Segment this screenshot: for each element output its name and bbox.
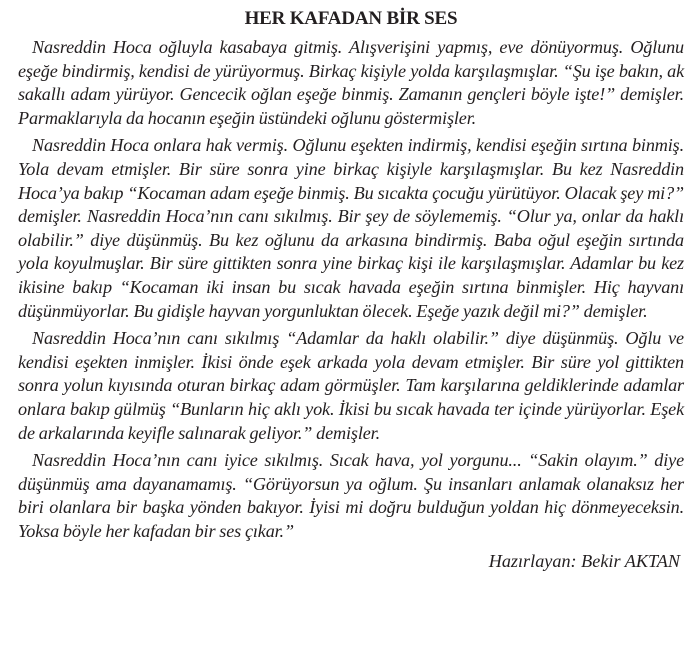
story-title: HER KAFADAN BİR SES bbox=[244, 8, 458, 29]
story-paragraph-1: Nasreddin Hoca oğluyla kasabaya gitmiş. Alışverişini yapmış, eve dönüyormuş. Oğlunu eşeğe bindirmiş, kendisi de yürüyormuş. Birkaç kişiyle yolda karşılaşmışlar. “Şu işe bakın, ak sakallı adam yürüyor. Gencecik oğlan eşeğe binmiş. Zamanın gençleri böyle işte!” demişler. Parmaklarıyla da hocanın eşeğin üstündeki oğlunu göstermişler. bbox=[18, 37, 684, 128]
story-paragraph-3: Nasreddin Hoca’nın canı sıkılmış “Adamlar da haklı olabilir.” diye düşünmüş. Oğlu ve kendisi eşekten inmişler. İkisi önde eşek arkada yola devam etmişler. Bir süre yol gittikten sonra yolun kıyısında oturan birkaç adam görmüşler. Tam karşılarına geldiklerinde adamlar onlara bakıp gülmüş “Bunların hiç aklı yok. İkisi bu sıcak havada ter içinde yürüyorlar. Eşek de arkalarında keyifle salınarak geliyor.” demişler. bbox=[18, 328, 684, 443]
story-paragraph-4: Nasreddin Hoca’nın canı iyice sıkılmış. Sıcak hava, yol yorgunu... “Sakin olayım.” diye düşünmüş ama dayanamamış. “Görüyorsun ya oğlum. Şu insanları anlamak olanaksız her biri olanlara bir başka yönden bakıyor. İyisi mi doğru bulduğun yoldan hiç dönmeyeceksin. Yoksa böyle her kafadan bir ses çıkar.” bbox=[18, 450, 684, 541]
story-body bbox=[18, 36, 684, 543]
author-signature: Hazırlayan: Bekir AKTAN bbox=[488, 551, 680, 572]
story-paragraph-2: Nasreddin Hoca onlara hak vermiş. Oğlunu eşekten indirmiş, kendisi eşeğin sırtına binmiş. Yola devam etmişler. Bir süre sonra yine birkaç kişiyle karşılaşmışlar. Bu kez Nasreddin Hoca’ya bakıp “Kocaman adam eşeğe binmiş. Bu sıcakta çocuğu yürütüyor. Olacak şey mi?” demişler. Nasreddin Hoca’nın canı sıkılmış. Bir şey de söylememiş. “Olur ya, onlar da haklı olabilir.” diye düşünmüş. Bu kez oğlunu da arkasına bindirmiş. Baba oğul eşeğin sırtında yola koyulmuşlar. Bir süre gittikten sonra yine birkaç kişi ile karşılaşmışlar. Adamlar bu kez ikisine bakıp “Kocaman iki insan bu sıcak havada eşeğin sırtına binmişler. Hiç hayvanı düşünmüyorlar. Bu gidişle hayvan yorgunluktan ölecek. Eşeğe yazık değil mi?” demişler. bbox=[18, 135, 684, 321]
